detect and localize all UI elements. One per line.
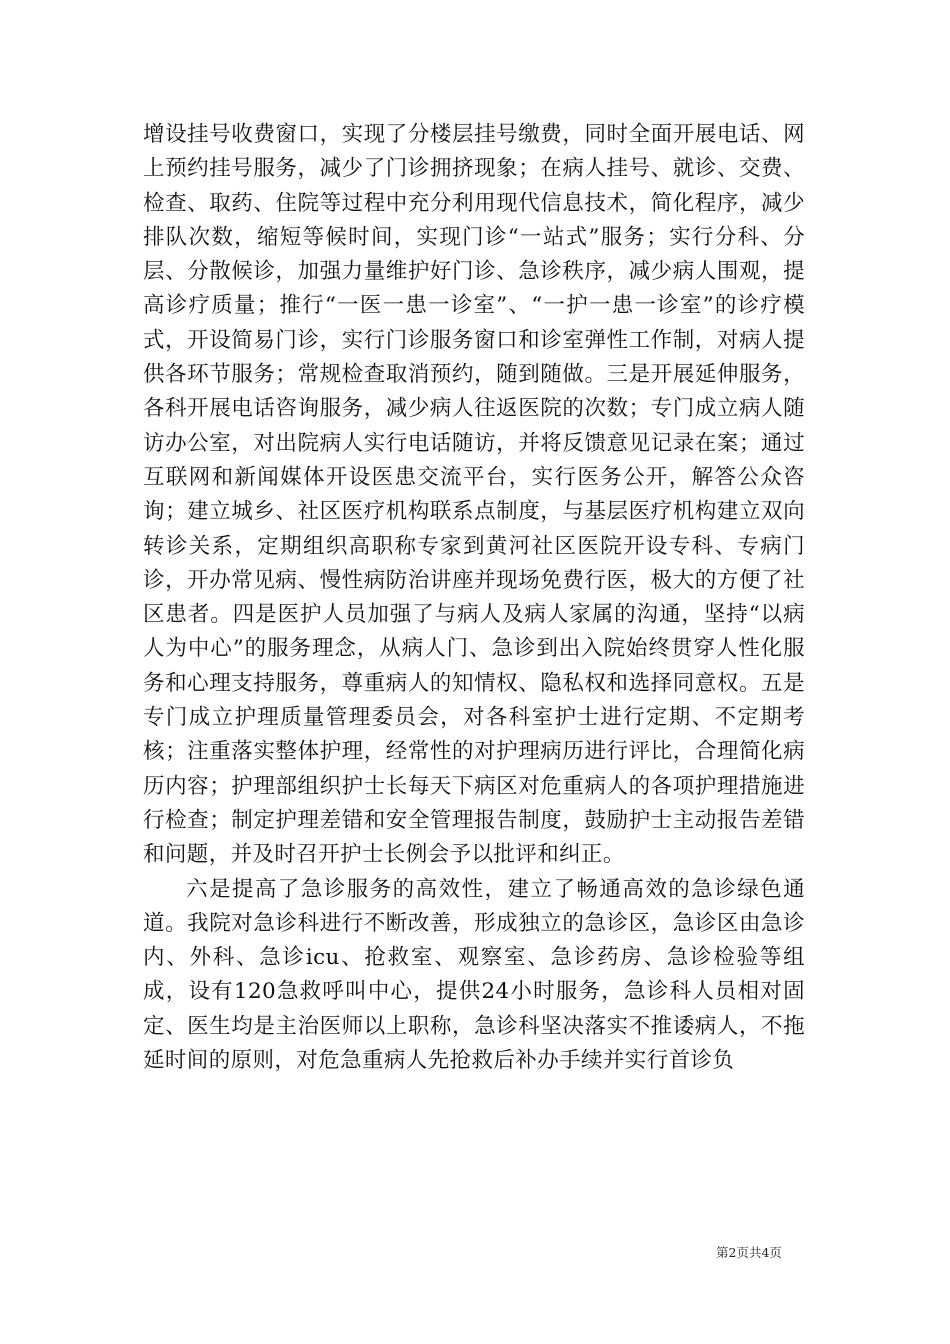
paragraph-2: 六是提高了急诊服务的高效性，建立了畅通高效的急诊绿色通道。我院对急诊科进行不断改善，形成独立的急诊区，急诊区由急诊内、外科、急诊icu、抢救室、观察室、急诊药房、急诊检验等组成，设有120急救呼叫中心，提供24小时服务，急诊科人员相对固定、医生均是主治医师以上职称，急诊科坚决落实不推诿病人，不拖延时间的原则，对危急重病人先抢救后补办手续并实行首诊负 — [143, 876, 805, 1074]
document-body — [143, 118, 805, 1078]
page-number-footer: 第2页共4页 — [716, 1245, 782, 1260]
paragraph-1: 增设挂号收费窗口，实现了分楼层挂号缴费，同时全面开展电话、网上预约挂号服务，减少了门诊拥挤现象；在病人挂号、就诊、交费、检查、取药、住院等过程中充分利用现代信息技术，简化程序，减少排队次数，缩短等候时间，实现门诊“一站式”服务；实行分科、分层、分散候诊，加强力量维护好门诊、急诊秩序，减少病人围观，提高诊疗质量；推行“一医一患一诊室”、“一护一患一诊室”的诊疗模式，开设简易门诊，实行门诊服务窗口和诊室弹性工作制，对病人提供各环节服务；常规检查取消预约，随到随做。三是开展延伸服务，各科开展电话咨询服务，减少病人往返医院的次数；专门成立病人随访办公室，对出院病人实行电话随访，并将反馈意见记录在案；通过互联网和新闻媒体开设医患交流平台，实行医务公开，解答公众咨询；建立城乡、社区医疗机构联系点制度，与基层医疗机构建立双向转诊关系，定期组织高职称专家到黄河社区医院开设专科、专病门诊，开办常见病、慢性病防治讲座并现场免费行医，极大的方便了社区患者。四是医护人员加强了与病人及病人家属的沟通，坚持“以病人为中心”的服务理念，从病人门、急诊到出入院始终贯穿人性化服务和心理支持服务，尊重病人的知情权、隐私权和选择同意权。五是专门成立护理质量管理委员会，对各科室护士进行定期、不定期考核；注重落实整体护理，经常性的对护理病历进行评比，合理简化病历内容；护理部组织护士长每天下病区对危重病人的各项护理措施进行检查；制定护理差错和安全管理报告制度，鼓励护士主动报告差错和问题，并及时召开护士长例会予以批评和纠正。 — [143, 122, 805, 868]
